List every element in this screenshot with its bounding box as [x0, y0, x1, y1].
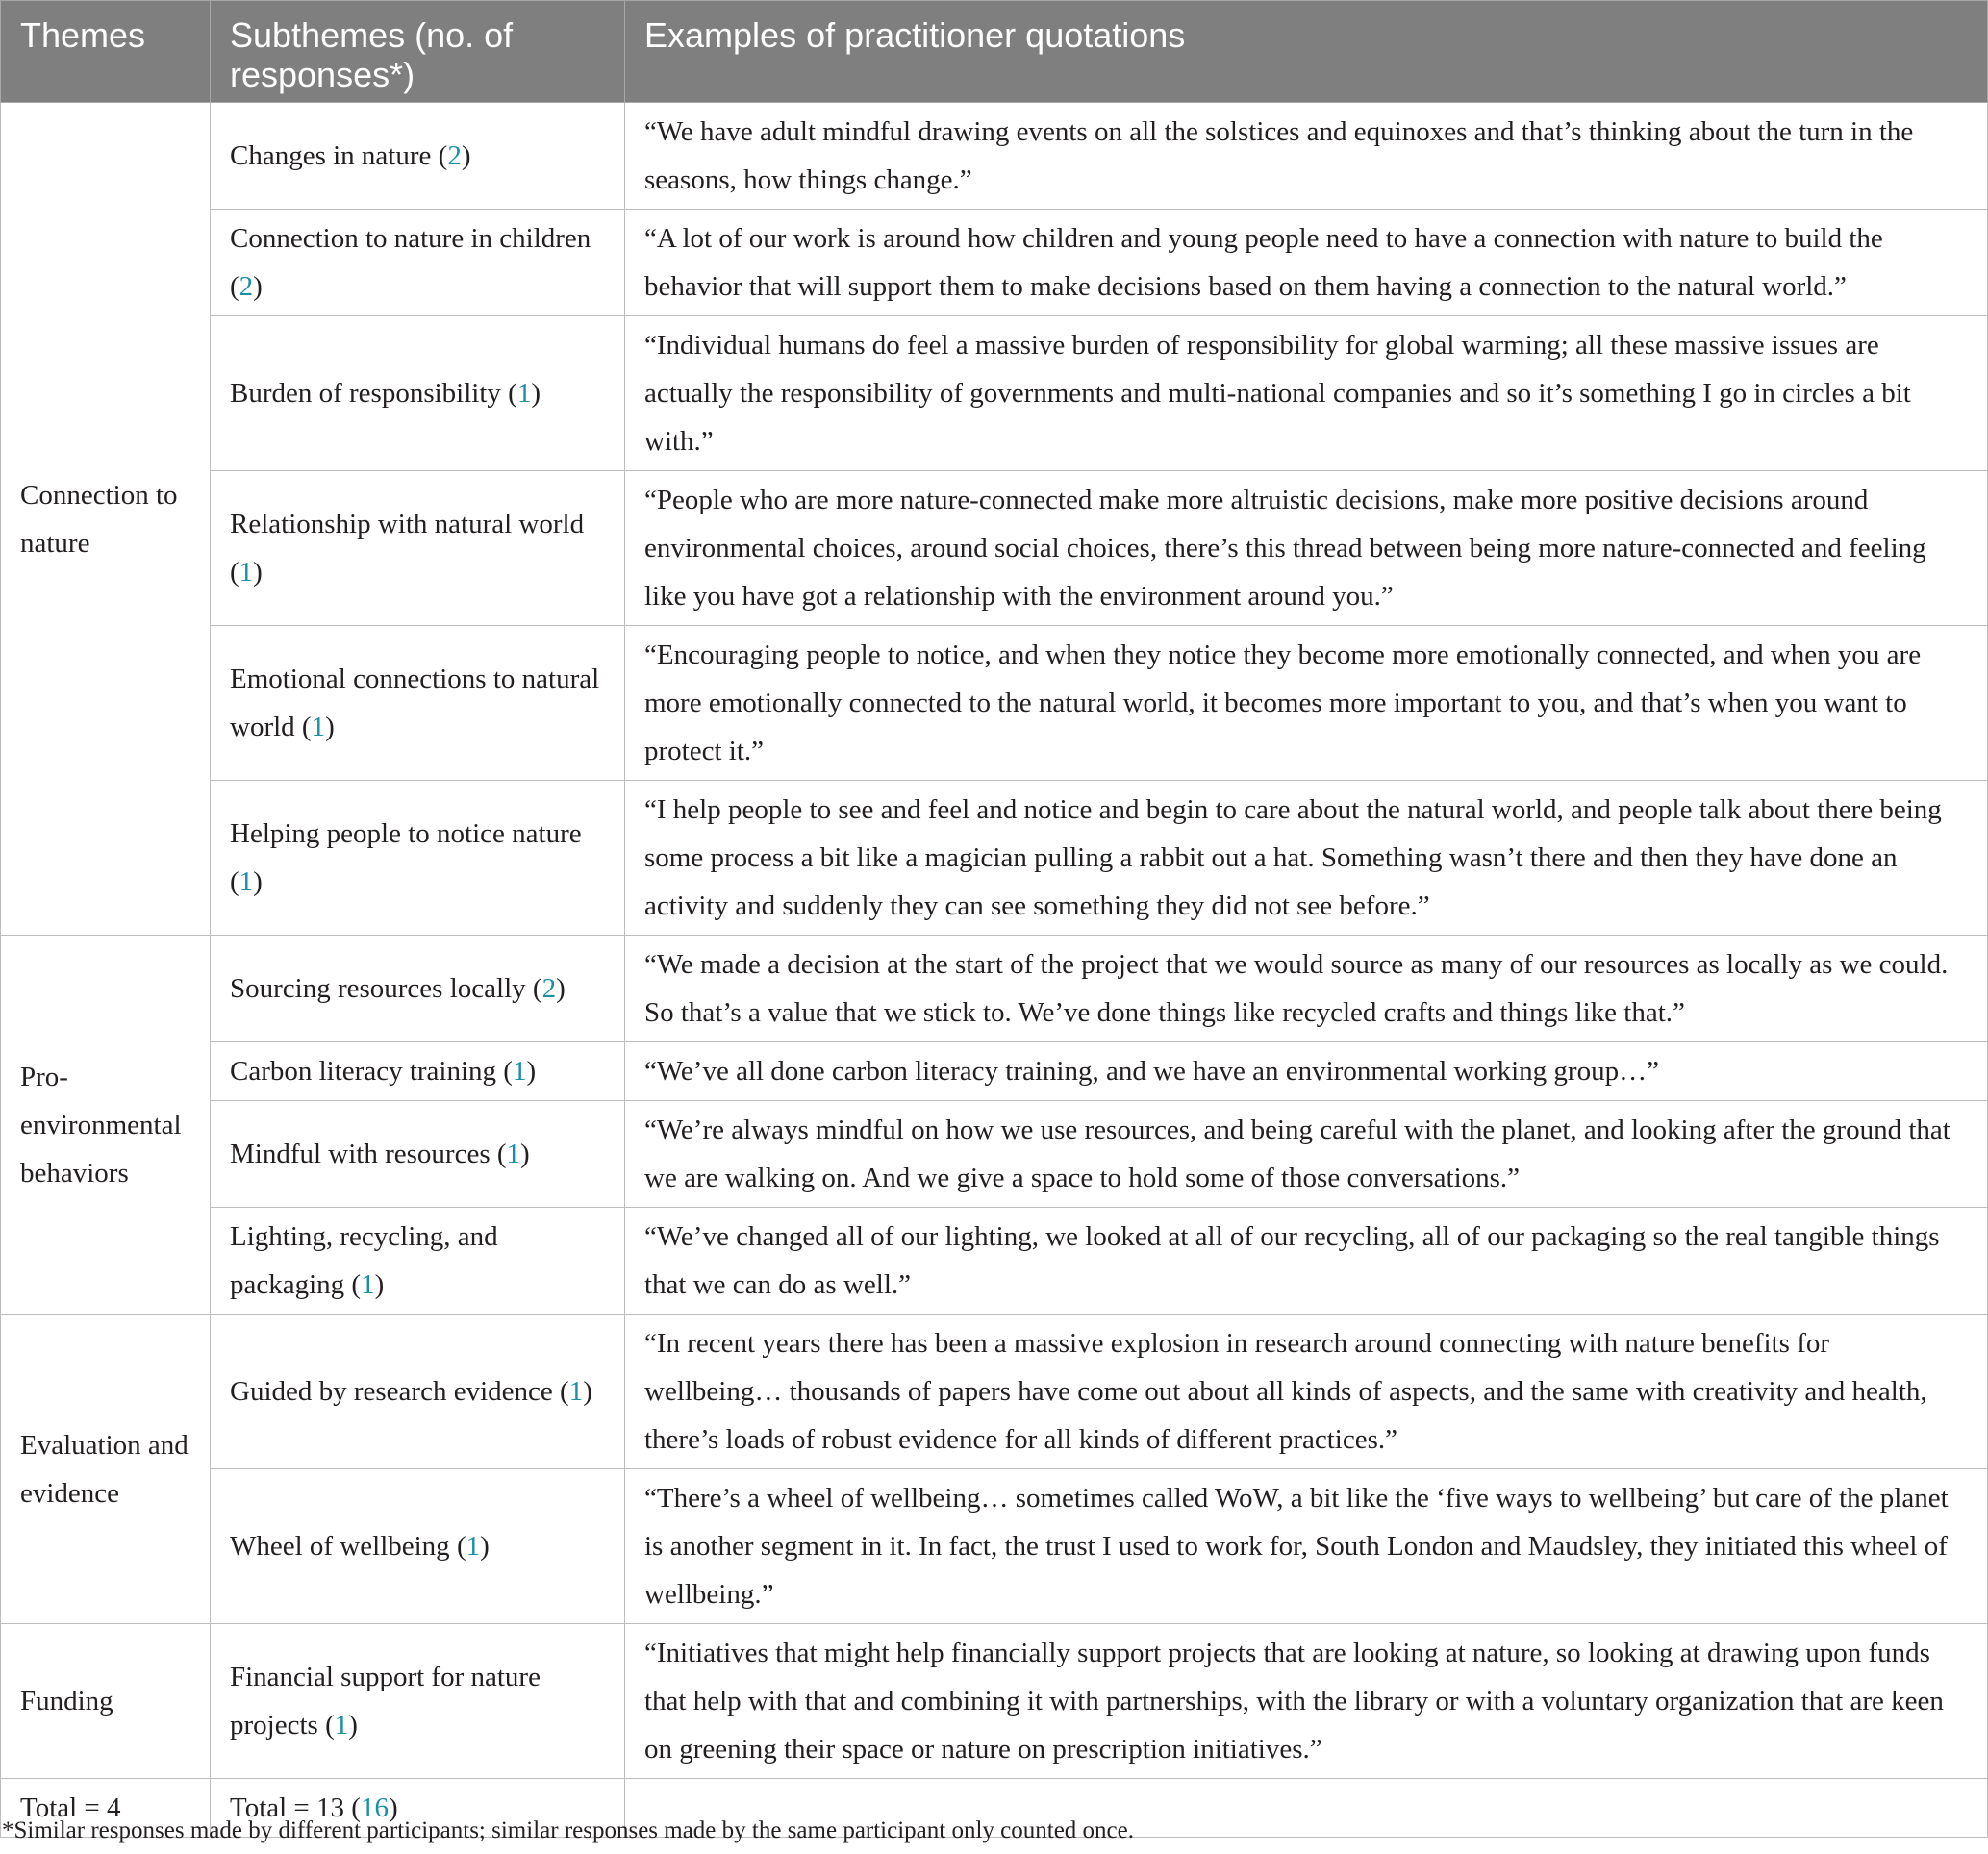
response-count-link[interactable]: 1: [512, 1056, 527, 1087]
response-count-link[interactable]: 1: [506, 1139, 521, 1169]
subtheme-label: Mindful with resources: [230, 1139, 491, 1169]
subtheme-cell: Lighting, recycling, and packaging (1): [211, 1208, 625, 1315]
total-subthemes: Total = 13: [230, 1792, 345, 1823]
quotation-cell: “We have adult mindful drawing events on all the solstices and equinoxes and that’s thinking about the turn in the seasons, how things change.”: [625, 103, 1988, 210]
subtheme-label: Helping people to notice nature: [230, 818, 582, 849]
subtheme-label: Sourcing resources locally: [230, 973, 526, 1004]
subtheme-cell: Financial support for nature projects (1): [211, 1624, 625, 1779]
subtheme-label: Connection to nature in children: [230, 223, 591, 254]
subtheme-cell: Helping people to notice nature (1): [211, 781, 625, 936]
subtheme-label: Financial support for nature projects: [230, 1662, 541, 1741]
subtheme-cell: Changes in nature (2): [211, 103, 625, 210]
response-count-link[interactable]: 1: [516, 378, 532, 409]
subtheme-label: Carbon literacy training: [230, 1056, 497, 1087]
subtheme-label: Changes in nature: [230, 140, 432, 171]
theme-cell: Funding: [1, 1624, 211, 1779]
table-row: [1, 1208, 1988, 1315]
quotation-cell: “I help people to see and feel and notice and begin to care about the natural world, and people talk about there being some process a bit like a magician pulling a rabbit out a hat. Something wasn’t there and then they have done an activity and suddenly they can see something they did not see before.”: [625, 781, 1988, 936]
subtheme-label: Wheel of wellbeing: [230, 1531, 450, 1562]
table-row: [1, 210, 1988, 316]
response-count-link[interactable]: 1: [239, 866, 254, 897]
subtheme-label: Burden of responsibility: [230, 378, 501, 409]
subtheme-label: Relationship with natural world: [230, 509, 585, 539]
subtheme-label: Guided by research evidence: [230, 1376, 553, 1407]
quotation-cell: “A lot of our work is around how children and young people need to have a connection with nature to build the behavior that will support them to make decisions based on them having a connection to the natural world.”: [625, 210, 1988, 316]
subtheme-cell: Mindful with resources (1): [211, 1101, 625, 1208]
subtheme-cell: Wheel of wellbeing (1): [211, 1469, 625, 1624]
table-row: [1, 1101, 1988, 1208]
response-count-link[interactable]: 1: [311, 712, 326, 742]
table-row: [1, 1042, 1988, 1101]
subtheme-label: Emotional connections to natural world: [230, 664, 600, 742]
response-count-link[interactable]: 2: [447, 140, 462, 171]
table-row: [1, 316, 1988, 471]
table-footnote: *Similar responses made by different participants; similar responses made by the same participant only counted once.: [2, 1817, 1134, 1843]
header-row: [1, 1, 1988, 103]
quotation-cell: “We’ve changed all of our lighting, we looked at all of our recycling, all of our packaging so the real tangible things that we can do as well.”: [625, 1208, 1988, 1315]
table-row: [1, 936, 1988, 1042]
quotation-cell: “We made a decision at the start of the project that we would source as many of our resources as locally as we could. So that’s a value that we stick to. We’ve done things like recycled crafts and things like that.”: [625, 936, 1988, 1042]
header-themes: Themes: [1, 1, 211, 103]
quotation-cell: “Encouraging people to notice, and when they notice they become more emotionally connected, and when you are more emotionally connected to the natural world, it becomes more important to you, and that’s when you want to protect it.”: [625, 626, 1988, 781]
subtheme-cell: Relationship with natural world (1): [211, 471, 625, 626]
quotation-cell: “People who are more nature-connected make more altruistic decisions, make more positive decisions around environmental choices, around social choices, there’s this thread between being more nature-connected and feeling like you have got a relationship with the environment around you.”: [625, 471, 1988, 626]
quotation-cell: “Initiatives that might help financially support projects that are looking at nature, so looking at drawing upon funds that help with that and combining it with partnerships, with the library or with a voluntary organization that are keen on greening their space or nature on prescription initiatives.”: [625, 1624, 1988, 1779]
quotation-cell: “In recent years there has been a massive explosion in research around connecting with nature benefits for wellbeing… thousands of papers have come out about all kinds of aspects, and the same with creativity and health, there’s loads of robust evidence for all kinds of different practices.”: [625, 1315, 1988, 1469]
total-subthemes-cell: Total = 13 (16): [211, 1779, 625, 1838]
table-row: [1, 626, 1988, 781]
table-row: [1, 1469, 1988, 1624]
quotation-cell: “There’s a wheel of wellbeing… sometimes called WoW, a bit like the ‘five ways to wellbeing’ but care of the planet is another segment in it. In fact, the trust I used to work for, South London and Maudsley, they initiated this wheel of wellbeing.”: [625, 1469, 1988, 1624]
quotation-cell: “Individual humans do feel a massive burden of responsibility for global warming; all these massive issues are actually the responsibility of governments and multi-national companies and so it’s something I go in circles a bit with.”: [625, 316, 1988, 471]
header-subthemes: Subthemes (no. of responses*): [211, 1, 625, 103]
table-row: [1, 1624, 1988, 1779]
subtheme-label: Lighting, recycling, and packaging: [230, 1221, 498, 1300]
response-count-link[interactable]: 1: [466, 1531, 481, 1562]
response-count-link[interactable]: 1: [239, 557, 254, 588]
response-count-link[interactable]: 1: [568, 1376, 584, 1407]
table-body: [1, 103, 1988, 1838]
table-row: [1, 103, 1988, 210]
total-responses-link[interactable]: 16: [360, 1792, 389, 1823]
theme-cell: Connection to nature: [1, 103, 211, 936]
theme-cell: Pro-environmental behaviors: [1, 936, 211, 1315]
header-quotations: Examples of practitioner quotations: [625, 1, 1988, 103]
quotation-cell: “We’re always mindful on how we use resources, and being careful with the planet, and looking after the ground that we are walking on. And we give a space to hold some of those conversations.”: [625, 1101, 1988, 1208]
table-row: [1, 781, 1988, 936]
subtheme-cell: Emotional connections to natural world (1): [211, 626, 625, 781]
response-count-link[interactable]: 2: [541, 973, 557, 1004]
subtheme-cell: Guided by research evidence (1): [211, 1315, 625, 1469]
quotation-cell: “We’ve all done carbon literacy training, and we have an environmental working group…”: [625, 1042, 1988, 1101]
subtheme-cell: Sourcing resources locally (2): [211, 936, 625, 1042]
table-row: [1, 1315, 1988, 1469]
response-count-link[interactable]: 2: [239, 271, 254, 302]
response-count-link[interactable]: 1: [361, 1269, 375, 1300]
table-row: [1, 471, 1988, 626]
subtheme-cell: Carbon literacy training (1): [211, 1042, 625, 1101]
subtheme-cell: Connection to nature in children (2): [211, 210, 625, 316]
total-themes: Total = 4: [1, 1779, 211, 1838]
theme-cell: Evaluation and evidence: [1, 1315, 211, 1624]
subtheme-cell: Burden of responsibility (1): [211, 316, 625, 471]
response-count-link[interactable]: 1: [334, 1710, 349, 1741]
table-header: [1, 1, 1988, 103]
